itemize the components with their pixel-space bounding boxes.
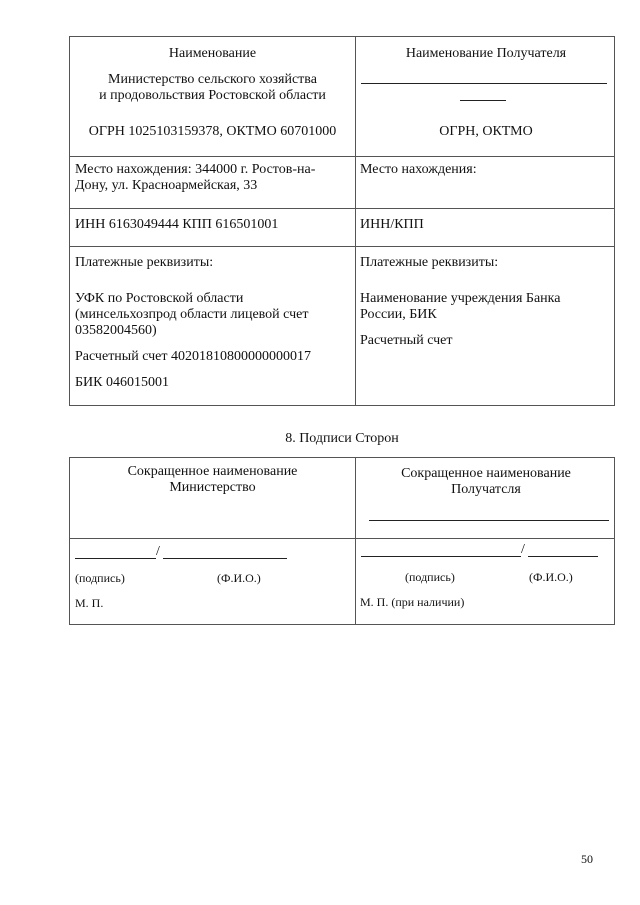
row-divider bbox=[70, 246, 614, 247]
left-account: Расчетный счет 40201810800000000017 bbox=[75, 349, 312, 364]
left-payment-header: Платежные реквизиты: bbox=[75, 255, 214, 270]
left-name-line2: и продовольствия Ростовской области bbox=[99, 88, 326, 103]
left-signature-slash: / bbox=[156, 544, 160, 559]
right-stamp: М. П. (при наличии) bbox=[360, 595, 465, 609]
left-fio-line bbox=[163, 558, 287, 559]
row-divider bbox=[70, 156, 614, 157]
left-bik: БИК 046015001 bbox=[75, 375, 169, 390]
right-bank-line2: России, БИК bbox=[360, 307, 437, 322]
left-signature-line bbox=[75, 558, 156, 559]
right-signature-slash: / bbox=[521, 542, 525, 557]
requisites-table bbox=[69, 36, 615, 406]
right-bank-line1: Наименование учреждения Банка bbox=[360, 291, 561, 306]
right-fio-label: (Ф.И.О.) bbox=[529, 570, 573, 584]
right-account: Расчетный счет bbox=[360, 333, 453, 348]
left-short-name-line1: Сокращенное наименование bbox=[127, 464, 298, 479]
right-location: Место нахождения: bbox=[360, 162, 477, 177]
left-location-line1: Место нахождения: 344000 г. Ростов-на- bbox=[75, 162, 316, 177]
right-fio-line bbox=[528, 556, 598, 557]
left-ufk-line2: (минсельхозпрод области лицевой счет bbox=[75, 307, 309, 322]
right-signature-line bbox=[361, 556, 521, 557]
recipient-name-blank-line-2 bbox=[460, 100, 506, 101]
column-divider bbox=[355, 37, 356, 405]
left-location-line2: Дону, ул. Красноармейская, 33 bbox=[75, 178, 258, 193]
signatures-section-title: 8. Подписи Сторон bbox=[285, 431, 399, 446]
page-number: 50 bbox=[581, 852, 593, 866]
row-divider bbox=[70, 538, 614, 539]
left-ufk-line3: 03582004560) bbox=[75, 323, 157, 338]
left-ogrn: ОГРН 1025103159378, ОКТМО 60701000 bbox=[88, 124, 337, 139]
recipient-short-name-blank-line bbox=[369, 520, 609, 521]
left-name-line1: Министерство сельского хозяйства bbox=[108, 72, 317, 87]
left-signature-label: (подпись) bbox=[75, 571, 125, 585]
right-signature-label: (подпись) bbox=[405, 570, 455, 584]
left-name-header: Наименование bbox=[168, 46, 257, 61]
left-fio-label: (Ф.И.О.) bbox=[217, 571, 261, 585]
row-divider bbox=[70, 208, 614, 209]
right-short-name-line1: Сокращенное наименование bbox=[401, 466, 571, 481]
signatures-table bbox=[69, 457, 615, 625]
right-payment-header: Платежные реквизиты: bbox=[360, 255, 499, 270]
right-short-name-line2: Получатсля bbox=[451, 482, 521, 497]
left-short-name-line2: Министерство bbox=[169, 480, 256, 495]
right-inn-kpp: ИНН/КПП bbox=[360, 217, 424, 232]
left-ufk-line1: УФК по Ростовской области bbox=[75, 291, 244, 306]
left-stamp: М. П. bbox=[75, 596, 104, 610]
right-name-header: Наименование Получателя bbox=[405, 46, 567, 61]
left-inn-kpp: ИНН 6163049444 КПП 616501001 bbox=[75, 217, 279, 232]
recipient-name-blank-line bbox=[361, 83, 607, 84]
right-ogrn: ОГРН, ОКТМО bbox=[439, 124, 533, 139]
